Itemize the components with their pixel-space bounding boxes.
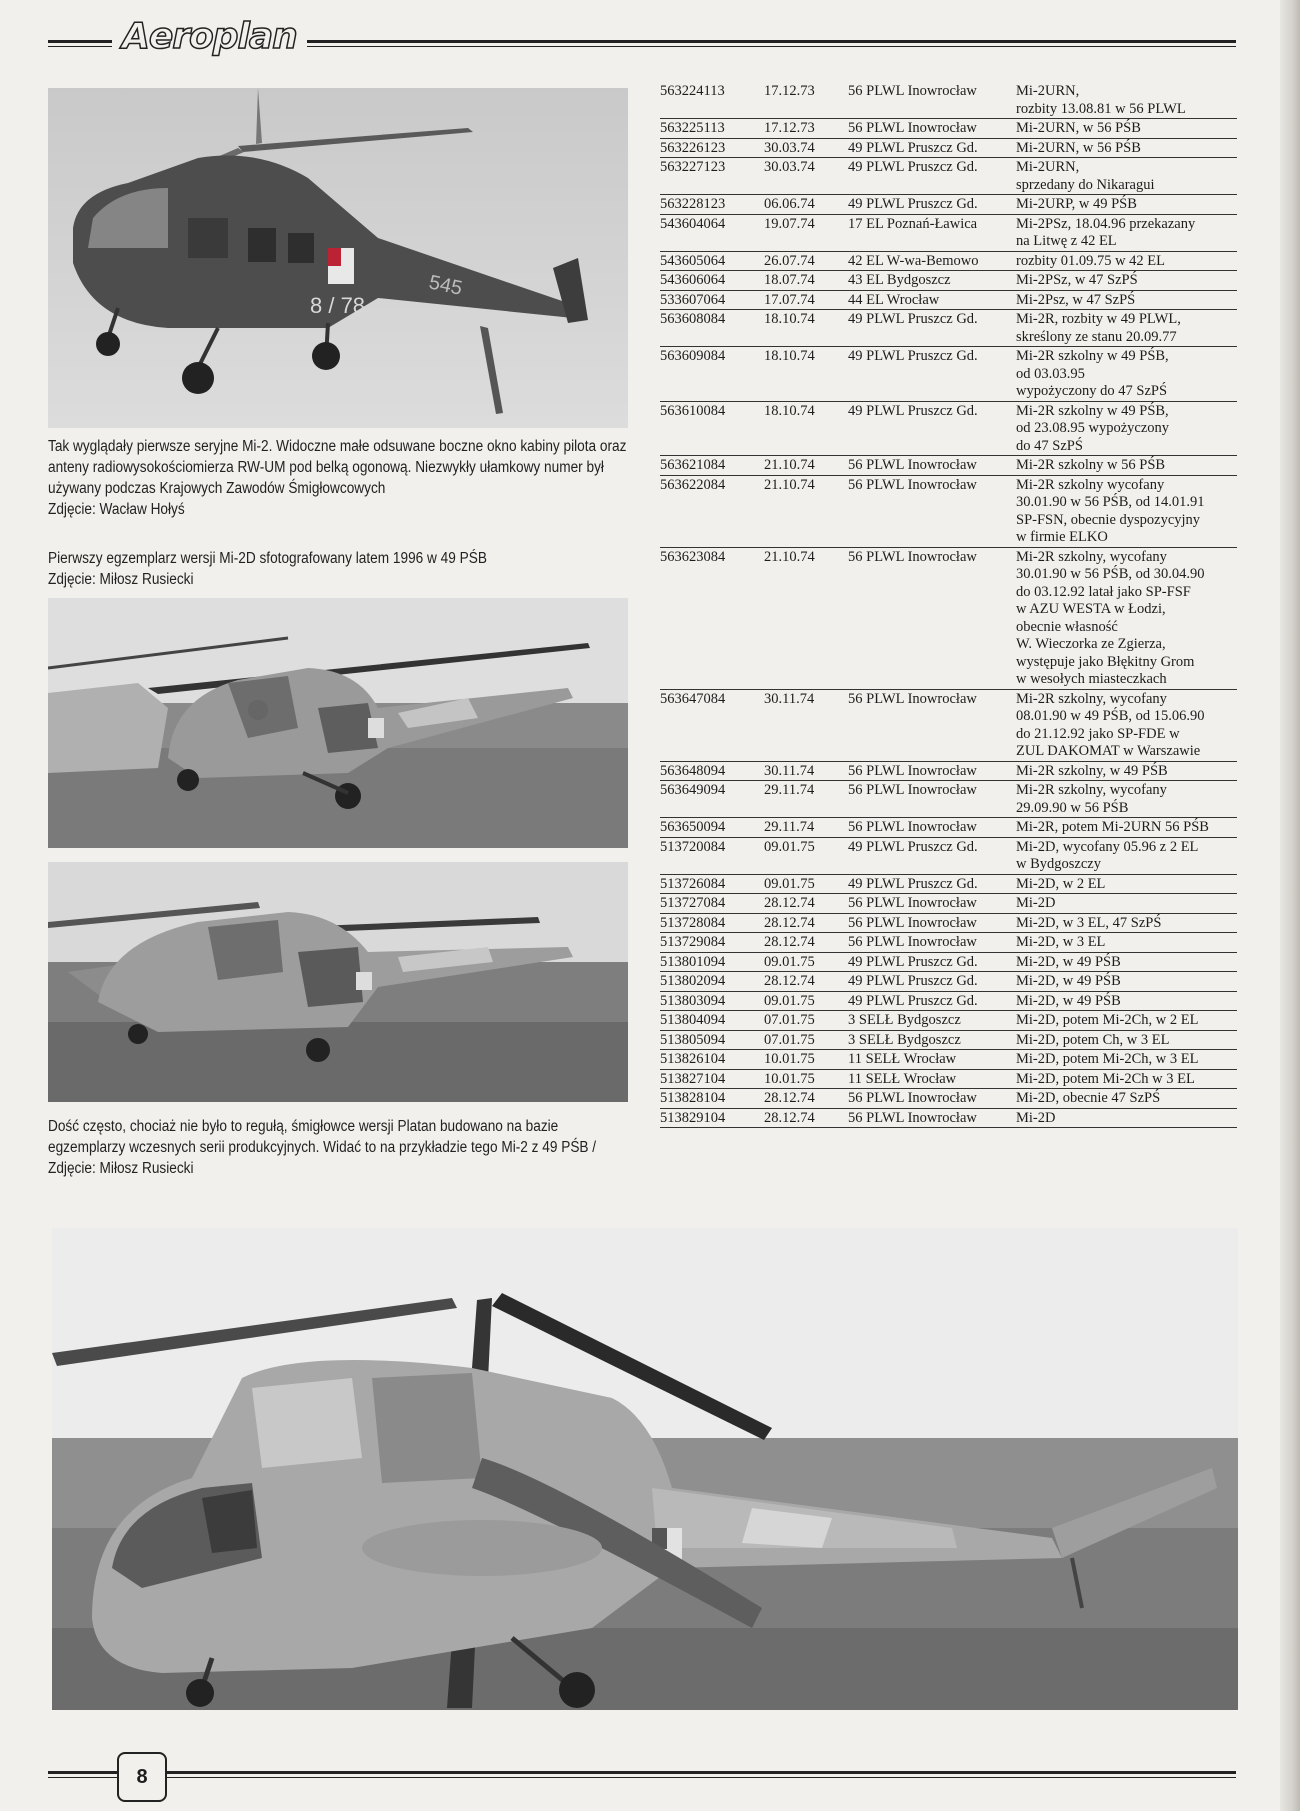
unit-cell: 49 PLWL Pruszcz Gd. — [848, 310, 1016, 347]
serial-number-cell: 563623084 — [660, 547, 764, 689]
unit-cell: 56 PLWL Inowrocław — [848, 894, 1016, 914]
table-row — [660, 475, 1237, 547]
unit-cell: 44 EL Wrocław — [848, 290, 1016, 310]
unit-cell: 56 PLWL Inowrocław — [848, 1089, 1016, 1109]
notes-cell: Mi-2PSz, w 47 SzPŚ — [1016, 271, 1237, 291]
serial-number-cell: 513729084 — [660, 933, 764, 953]
unit-cell: 49 PLWL Pruszcz Gd. — [848, 347, 1016, 402]
table-row — [660, 195, 1237, 215]
notes-cell: Mi-2D, wycofany 05.96 z 2 EL w Bydgoszczy — [1016, 837, 1237, 874]
unit-cell: 56 PLWL Inowrocław — [848, 1108, 1016, 1128]
delivery-date-cell: 09.01.75 — [764, 991, 848, 1011]
serial-number-cell: 563608084 — [660, 310, 764, 347]
unit-cell: 17 EL Poznań-Ławica — [848, 214, 1016, 251]
notes-cell: Mi-2D, potem Mi-2Ch w 3 EL — [1016, 1069, 1237, 1089]
unit-cell: 56 PLWL Inowrocław — [848, 689, 1016, 761]
delivery-date-cell: 17.12.73 — [764, 82, 848, 119]
unit-cell: 56 PLWL Inowrocław — [848, 456, 1016, 476]
caption-photo2: Pierwszy egzemplarz wersji Mi-2D sfotografowany latem 1996 w 49 PŚB Zdjęcie: Miłosz Rusiecki — [48, 550, 487, 588]
table-row — [660, 82, 1237, 119]
notes-cell: rozbity 01.09.75 w 42 EL — [1016, 251, 1237, 271]
notes-cell: Mi-2URP, w 49 PŚB — [1016, 195, 1237, 215]
delivery-date-cell: 21.10.74 — [764, 547, 848, 689]
serial-number-cell: 563228123 — [660, 195, 764, 215]
delivery-date-cell: 30.03.74 — [764, 138, 848, 158]
unit-cell: 49 PLWL Pruszcz Gd. — [848, 158, 1016, 195]
table-row — [660, 158, 1237, 195]
delivery-date-cell: 30.11.74 — [764, 761, 848, 781]
serial-number-cell: 513728084 — [660, 913, 764, 933]
unit-cell: 56 PLWL Inowrocław — [848, 933, 1016, 953]
unit-cell: 56 PLWL Inowrocław — [848, 82, 1016, 119]
notes-cell: Mi-2R szkolny w 49 PŚB, od 03.03.95 wypożyczony do 47 SzPŚ — [1016, 347, 1237, 402]
production-table — [660, 82, 1237, 1128]
table-row — [660, 818, 1237, 838]
delivery-date-cell: 09.01.75 — [764, 874, 848, 894]
delivery-date-cell: 21.10.74 — [764, 456, 848, 476]
serial-number-cell: 563225113 — [660, 119, 764, 139]
unit-cell: 56 PLWL Inowrocław — [848, 913, 1016, 933]
unit-cell: 42 EL W-wa-Bemowo — [848, 251, 1016, 271]
notes-cell: Mi-2R szkolny, w 49 PŚB — [1016, 761, 1237, 781]
delivery-date-cell: 28.12.74 — [764, 894, 848, 914]
notes-cell: Mi-2URN, w 56 PŚB — [1016, 119, 1237, 139]
unit-cell: 56 PLWL Inowrocław — [848, 547, 1016, 689]
delivery-date-cell: 18.10.74 — [764, 401, 848, 456]
serial-number-cell: 513726084 — [660, 874, 764, 894]
page-edge-shadow — [1280, 0, 1300, 1811]
unit-cell: 43 EL Bydgoszcz — [848, 271, 1016, 291]
serial-number-cell: 513720084 — [660, 837, 764, 874]
serial-number-cell: 563621084 — [660, 456, 764, 476]
table-row — [660, 138, 1237, 158]
unit-cell: 49 PLWL Pruszcz Gd. — [848, 874, 1016, 894]
delivery-date-cell: 28.12.74 — [764, 1089, 848, 1109]
serial-number-cell: 513727084 — [660, 894, 764, 914]
notes-cell: Mi-2D — [1016, 894, 1237, 914]
table-row — [660, 1011, 1237, 1031]
aeroplan-logo: Aeroplan — [112, 16, 307, 57]
notes-cell: Mi-2R szkolny, wycofany 30.01.90 w 56 PŚB, od 30.04.90 do 03.12.92 latał jako SP-FSF w AZU WESTA w Łodzi, obecnie własność W. Wieczorka ze Zgierza, występuje jako Błękitny Grom w wesołych miasteczkach — [1016, 547, 1237, 689]
notes-cell: Mi-2D, potem Mi-2Ch, w 2 EL — [1016, 1011, 1237, 1031]
unit-cell: 56 PLWL Inowrocław — [848, 119, 1016, 139]
serial-number-cell: 543606064 — [660, 271, 764, 291]
notes-cell: Mi-2R, potem Mi-2URN 56 PŚB — [1016, 818, 1237, 838]
notes-cell: Mi-2D, potem Ch, w 3 EL — [1016, 1030, 1237, 1050]
unit-cell: 49 PLWL Pruszcz Gd. — [848, 952, 1016, 972]
delivery-date-cell: 17.07.74 — [764, 290, 848, 310]
delivery-date-cell: 18.10.74 — [764, 310, 848, 347]
delivery-date-cell: 10.01.75 — [764, 1069, 848, 1089]
notes-cell: Mi-2PSz, 18.04.96 przekazany na Litwę z 42 EL — [1016, 214, 1237, 251]
unit-cell: 56 PLWL Inowrocław — [848, 475, 1016, 547]
table-row — [660, 1050, 1237, 1070]
table-row — [660, 401, 1237, 456]
notes-cell: Mi-2D, w 3 EL, 47 SzPŚ — [1016, 913, 1237, 933]
delivery-date-cell: 18.07.74 — [764, 271, 848, 291]
serial-number-cell: 563650094 — [660, 818, 764, 838]
table-row — [660, 547, 1237, 689]
caption-photo1: Tak wyglądały pierwsze seryjne Mi-2. Widoczne małe odsuwane boczne okno kabiny pilota oraz anteny radiowysokościomierza RW-UM pod belką ogonową. Niezwykły ułamkowy numer był używany podczas Krajowych Zawodów Śmigłowcowych Zdjęcie: Wacław Hołyś — [48, 438, 627, 518]
notes-cell: Mi-2R szkolny w 49 PŚB, od 23.08.95 wypożyczony do 47 SzPŚ — [1016, 401, 1237, 456]
serial-number-cell: 543605064 — [660, 251, 764, 271]
unit-cell: 49 PLWL Pruszcz Gd. — [848, 195, 1016, 215]
unit-cell: 49 PLWL Pruszcz Gd. — [848, 401, 1016, 456]
unit-cell: 49 PLWL Pruszcz Gd. — [848, 138, 1016, 158]
serial-number-cell: 563224113 — [660, 82, 764, 119]
table-row — [660, 781, 1237, 818]
table-row — [660, 271, 1237, 291]
notes-cell: Mi-2R szkolny w 56 PŚB — [1016, 456, 1237, 476]
delivery-date-cell: 07.01.75 — [764, 1011, 848, 1031]
delivery-date-cell: 28.12.74 — [764, 1108, 848, 1128]
serial-number-cell: 513801094 — [660, 952, 764, 972]
unit-cell: 49 PLWL Pruszcz Gd. — [848, 972, 1016, 992]
delivery-date-cell: 10.01.75 — [764, 1050, 848, 1070]
serial-number-cell: 543604064 — [660, 214, 764, 251]
delivery-date-cell: 09.01.75 — [764, 952, 848, 972]
notes-cell: Mi-2D, w 49 PŚB — [1016, 952, 1237, 972]
serial-number-cell: 563649094 — [660, 781, 764, 818]
serial-number-cell: 513829104 — [660, 1108, 764, 1128]
notes-cell: Mi-2D, w 49 PŚB — [1016, 991, 1237, 1011]
table-row — [660, 952, 1237, 972]
serial-number-cell: 513828104 — [660, 1089, 764, 1109]
footer-rule — [48, 1771, 1236, 1774]
serial-number-cell: 563647084 — [660, 689, 764, 761]
delivery-date-cell: 06.06.74 — [764, 195, 848, 215]
production-list-table — [660, 82, 1237, 1128]
page-number: 8 — [117, 1752, 167, 1802]
delivery-date-cell: 17.12.73 — [764, 119, 848, 139]
notes-cell: Mi-2D, w 2 EL — [1016, 874, 1237, 894]
table-row — [660, 347, 1237, 402]
table-row — [660, 761, 1237, 781]
serial-number-cell: 563226123 — [660, 138, 764, 158]
table-row — [660, 251, 1237, 271]
serial-number-cell: 513827104 — [660, 1069, 764, 1089]
serial-number-cell: 513803094 — [660, 991, 764, 1011]
delivery-date-cell: 28.12.74 — [764, 933, 848, 953]
unit-cell: 49 PLWL Pruszcz Gd. — [848, 837, 1016, 874]
notes-cell: Mi-2URN, sprzedany do Nikaragui — [1016, 158, 1237, 195]
photo-mi2-in-flight — [48, 88, 628, 428]
table-row — [660, 290, 1237, 310]
delivery-date-cell: 19.07.74 — [764, 214, 848, 251]
table-row — [660, 310, 1237, 347]
unit-cell: 56 PLWL Inowrocław — [848, 761, 1016, 781]
table-row — [660, 1030, 1237, 1050]
notes-cell: Mi-2D, potem Mi-2Ch, w 3 EL — [1016, 1050, 1237, 1070]
table-row — [660, 991, 1237, 1011]
notes-cell: Mi-2R szkolny, wycofany 08.01.90 w 49 PŚB, od 15.06.90 do 21.12.92 jako SP-FDE w ZUL DAKOMAT w Warszawie — [1016, 689, 1237, 761]
table-row — [660, 1108, 1237, 1128]
delivery-date-cell: 30.11.74 — [764, 689, 848, 761]
table-row — [660, 214, 1237, 251]
notes-cell: Mi-2URN, rozbity 13.08.81 w 56 PLWL — [1016, 82, 1237, 119]
photo-mi2d-first — [48, 598, 628, 848]
table-row — [660, 837, 1237, 874]
unit-cell: 49 PLWL Pruszcz Gd. — [848, 991, 1016, 1011]
serial-number-cell: 563227123 — [660, 158, 764, 195]
notes-cell: Mi-2D, w 49 PŚB — [1016, 972, 1237, 992]
serial-number-cell: 563610084 — [660, 401, 764, 456]
notes-cell: Mi-2D, w 3 EL — [1016, 933, 1237, 953]
serial-number-cell: 513826104 — [660, 1050, 764, 1070]
notes-cell: Mi-2R, rozbity w 49 PLWL, skreślony ze stanu 20.09.77 — [1016, 310, 1237, 347]
unit-cell: 3 SELŁ Bydgoszcz — [848, 1030, 1016, 1050]
notes-cell: Mi-2URN, w 56 PŚB — [1016, 138, 1237, 158]
serial-number-cell: 563648094 — [660, 761, 764, 781]
delivery-date-cell: 09.01.75 — [764, 837, 848, 874]
table-row — [660, 119, 1237, 139]
caption-photo3: Dość często, chociaż nie było to regułą, śmigłowce wersji Platan budowano na bazie egzemplarzy wczesnych serii produkcyjnych. Widać to na przykładzie tego Mi-2 z 49 PŚB / Zdjęcie: Miłosz Rusiecki — [48, 1118, 597, 1177]
notes-cell: Mi-2R szkolny wycofany 30.01.90 w 56 PŚB, od 14.01.91 SP-FSN, obecnie dyspozycyjny w firmie ELKO — [1016, 475, 1237, 547]
table-row — [660, 933, 1237, 953]
table-row — [660, 689, 1237, 761]
photo-mi2-large-bottom — [52, 1228, 1238, 1710]
notes-cell: Mi-2D, obecnie 47 SzPŚ — [1016, 1089, 1237, 1109]
serial-number-cell: 513804094 — [660, 1011, 764, 1031]
notes-cell: Mi-2Psz, w 47 SzPŚ — [1016, 290, 1237, 310]
serial-number-cell: 513805094 — [660, 1030, 764, 1050]
footer-rule-thin — [48, 1777, 1236, 1778]
photo1-door-number: 8 / 78 — [310, 293, 366, 318]
unit-cell: 3 SELŁ Bydgoszcz — [848, 1011, 1016, 1031]
delivery-date-cell: 29.11.74 — [764, 781, 848, 818]
serial-number-cell: 563609084 — [660, 347, 764, 402]
serial-number-cell: 563622084 — [660, 475, 764, 547]
table-row — [660, 972, 1237, 992]
unit-cell: 11 SELŁ Wrocław — [848, 1050, 1016, 1070]
photo-mi2-platan-49psb — [48, 862, 628, 1102]
notes-cell: Mi-2R szkolny, wycofany 29.09.90 w 56 PŚB — [1016, 781, 1237, 818]
table-row — [660, 1069, 1237, 1089]
delivery-date-cell: 30.03.74 — [764, 158, 848, 195]
delivery-date-cell: 28.12.74 — [764, 913, 848, 933]
unit-cell: 11 SELŁ Wrocław — [848, 1069, 1016, 1089]
notes-cell: Mi-2D — [1016, 1108, 1237, 1128]
table-row — [660, 894, 1237, 914]
serial-number-cell: 513802094 — [660, 972, 764, 992]
delivery-date-cell: 07.01.75 — [764, 1030, 848, 1050]
table-row — [660, 874, 1237, 894]
serial-number-cell: 533607064 — [660, 290, 764, 310]
delivery-date-cell: 28.12.74 — [764, 972, 848, 992]
delivery-date-cell: 18.10.74 — [764, 347, 848, 402]
table-row — [660, 913, 1237, 933]
table-row — [660, 456, 1237, 476]
delivery-date-cell: 26.07.74 — [764, 251, 848, 271]
unit-cell: 56 PLWL Inowrocław — [848, 781, 1016, 818]
table-row — [660, 1089, 1237, 1109]
delivery-date-cell: 21.10.74 — [764, 475, 848, 547]
delivery-date-cell: 29.11.74 — [764, 818, 848, 838]
photo1-tail-number: 545 — [426, 271, 465, 300]
unit-cell: 56 PLWL Inowrocław — [848, 818, 1016, 838]
